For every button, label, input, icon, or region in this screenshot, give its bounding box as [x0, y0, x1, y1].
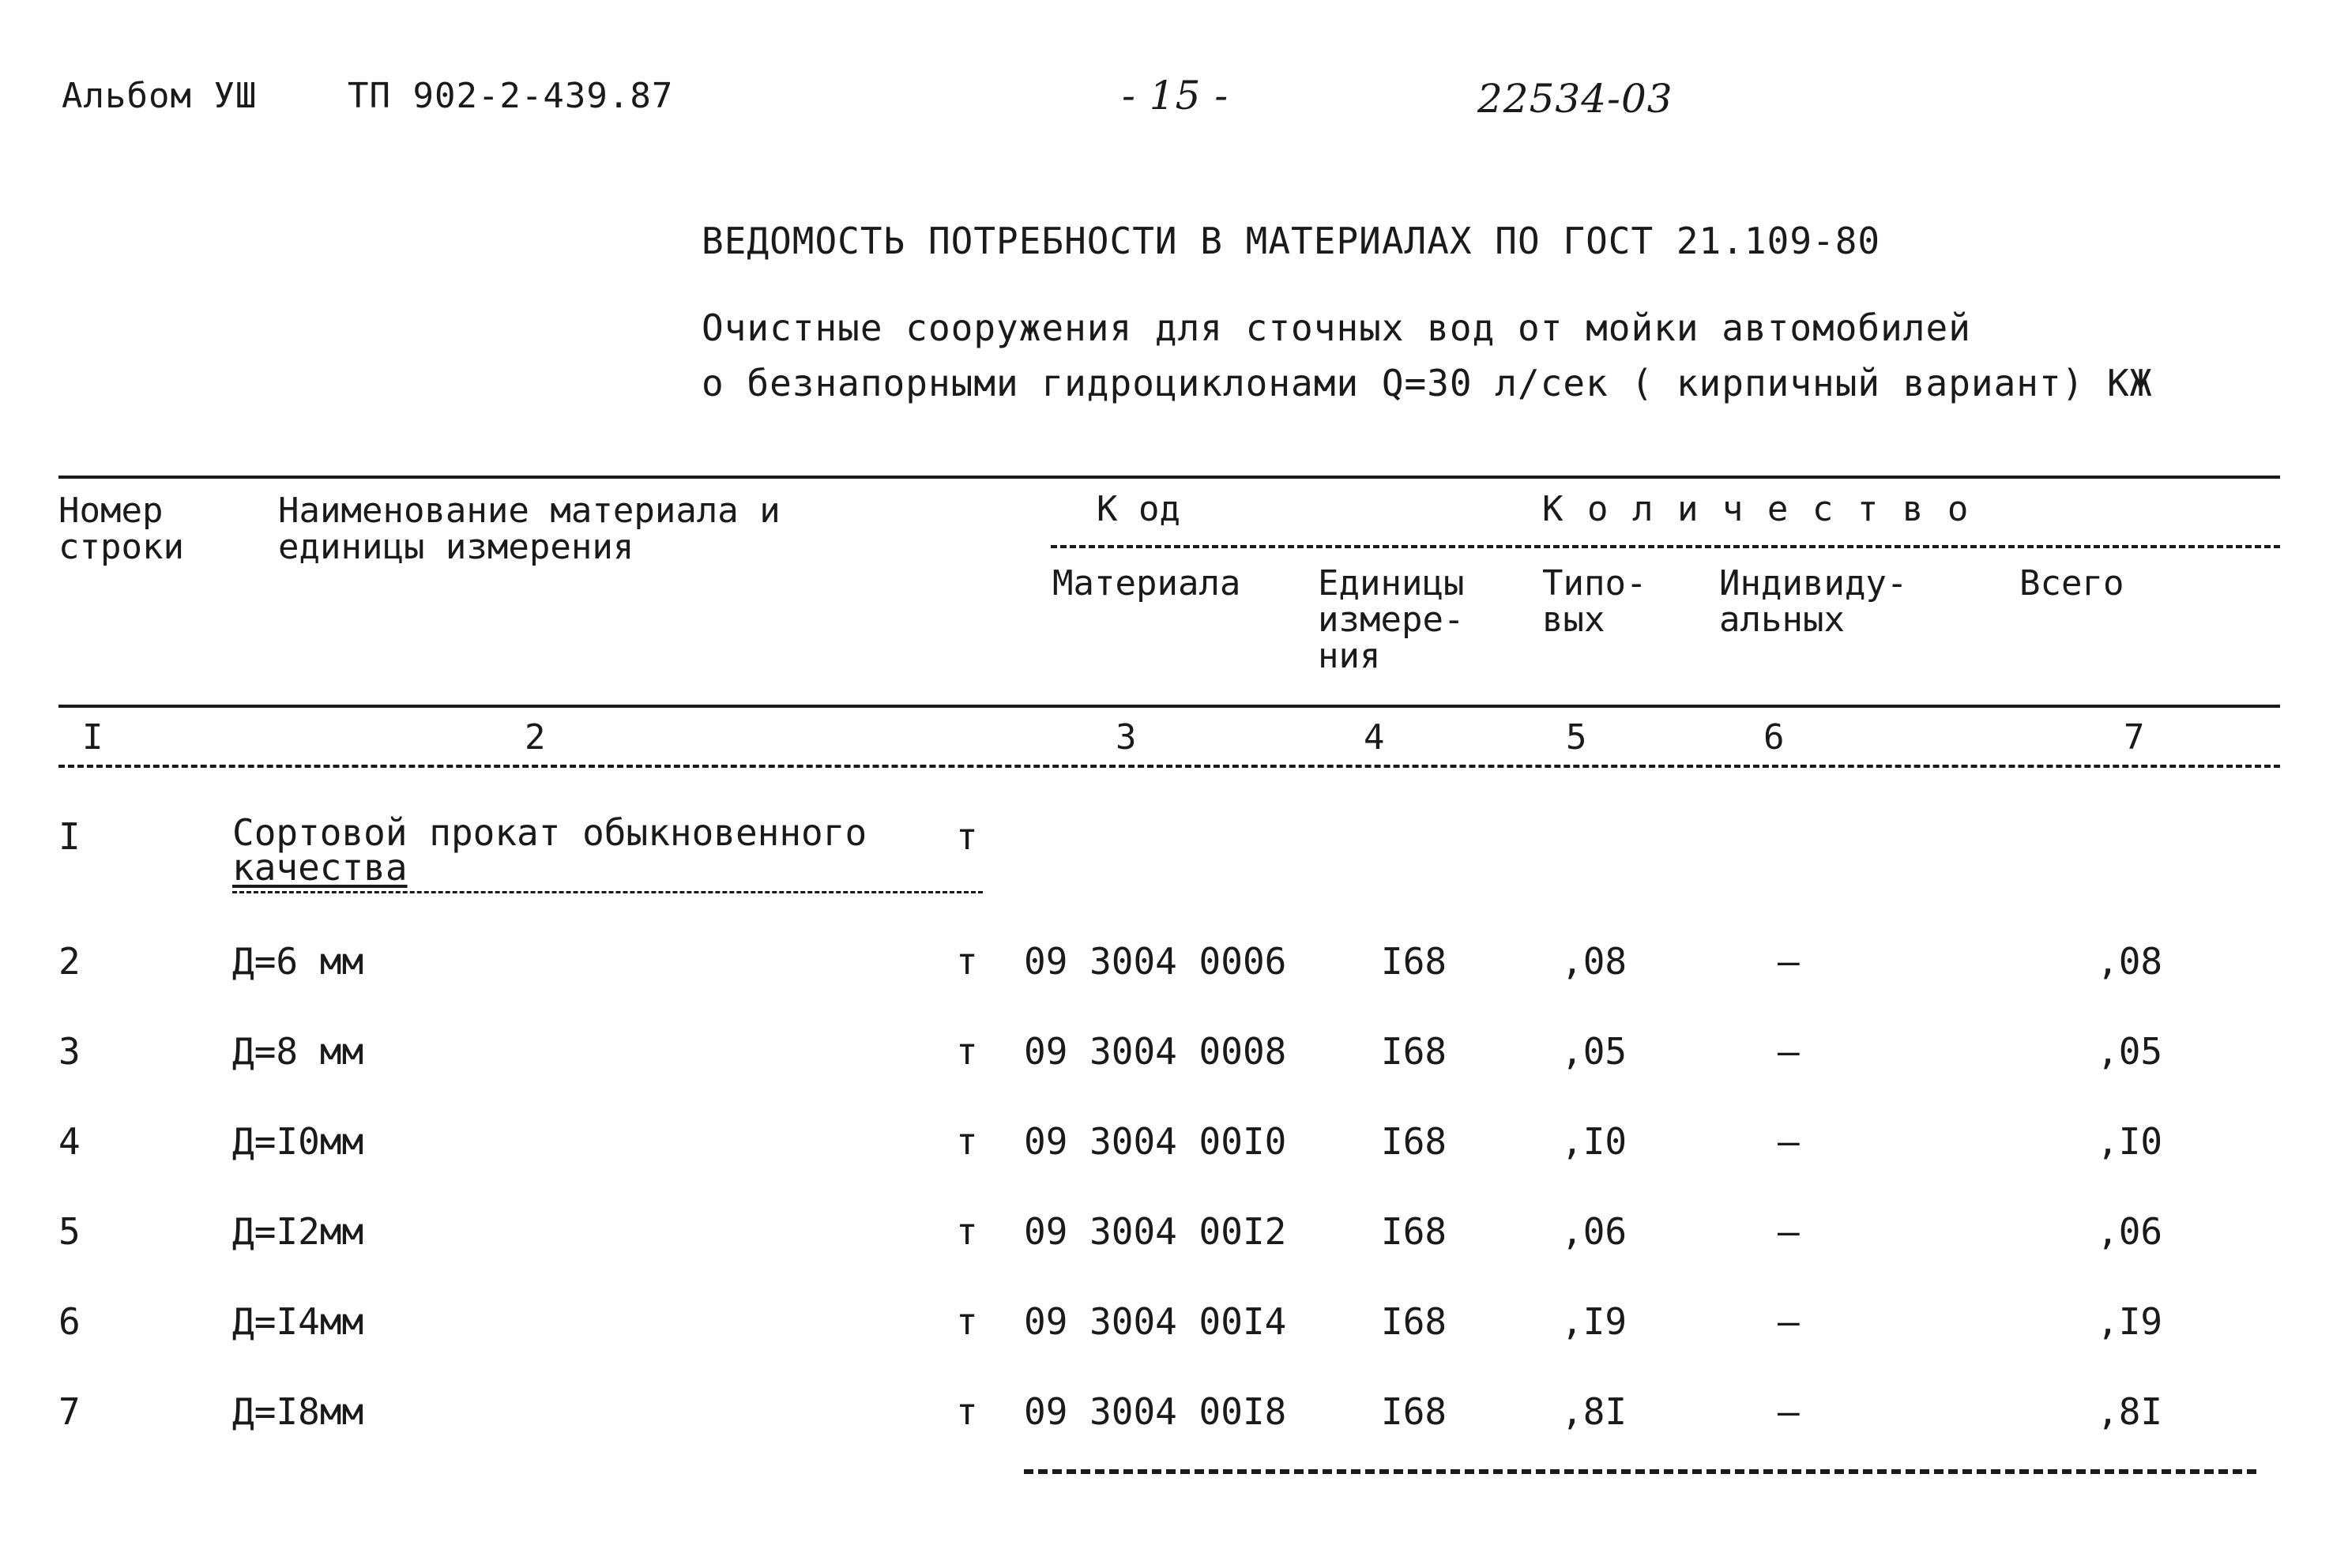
header-material-name-line-1: Наименование материала и — [278, 491, 781, 531]
header-typical-line-2: вых — [1542, 600, 1605, 640]
header-bottom-rule — [58, 705, 2280, 708]
header-row-number — [58, 493, 184, 566]
row-material-code: 09 3004 0008 — [1024, 1030, 1287, 1073]
row-material-code: 09 3004 00I8 — [1024, 1390, 1287, 1433]
subtitle-line-1: Очистные сооружения для сточных вод от мойки автомобилей — [702, 306, 1971, 349]
row-individual: – — [1778, 940, 1800, 983]
row-individual: – — [1778, 1300, 1800, 1343]
row-material-code: 09 3004 00I2 — [1024, 1210, 1287, 1253]
page-title: ВЕДОМОСТЬ ПОТРЕБНОСТИ В МАТЕРИАЛАХ ПО ГОСТ 21.109-80 — [702, 220, 1881, 262]
header-material-code: Материала — [1052, 563, 1241, 604]
row-unit: т — [956, 1120, 978, 1163]
header-unit-code-line-3: ния — [1318, 636, 1381, 676]
row-unit-code: I68 — [1381, 1120, 1447, 1163]
row-total: ,8I — [2097, 1390, 2163, 1433]
header-material-name — [278, 493, 781, 566]
column-number-2: 2 — [525, 717, 546, 758]
row-individual: – — [1778, 1390, 1800, 1433]
column-number-3: 3 — [1116, 717, 1137, 758]
row-name: Д=I2мм — [232, 1210, 364, 1253]
document-code: 22534-03 — [1477, 76, 1673, 122]
row-material-code: 09 3004 00I4 — [1024, 1300, 1287, 1343]
column-number-6: 6 — [1763, 717, 1785, 758]
row-typical: ,I9 — [1561, 1300, 1627, 1343]
row-name: Д=I0мм — [232, 1120, 364, 1163]
group-row-name-line-2: качества — [232, 846, 408, 889]
row-name: Д=8 мм — [232, 1030, 364, 1073]
group-row-underline — [232, 891, 983, 893]
row-unit-code: I68 — [1381, 1210, 1447, 1253]
row-number: 4 — [58, 1120, 81, 1163]
header-unit-code-line-1: Единицы — [1318, 563, 1465, 604]
row-total: ,08 — [2097, 940, 2163, 983]
row-unit: т — [956, 1210, 978, 1253]
header-quantity-group: К о л и ч е с т в о — [1542, 489, 1970, 529]
row-typical: ,8I — [1561, 1390, 1627, 1433]
row-total: ,I0 — [2097, 1120, 2163, 1163]
row-name: Д=I8мм — [232, 1390, 364, 1433]
row-number: 5 — [58, 1210, 81, 1253]
row-number: 3 — [58, 1030, 81, 1073]
row-typical: ,I0 — [1561, 1120, 1627, 1163]
group-row-unit: т — [956, 815, 978, 858]
row-total: ,06 — [2097, 1210, 2163, 1253]
row-unit-code: I68 — [1381, 940, 1447, 983]
row-total: ,I9 — [2097, 1300, 2163, 1343]
subtitle-line-2: о безнапорными гидроциклонами Q=30 л/сек ( кирпичный вариант) КЖ — [702, 362, 2153, 404]
row-individual: – — [1778, 1120, 1800, 1163]
column-number-5: 5 — [1566, 717, 1587, 758]
header-code-group: К од — [1097, 489, 1180, 529]
row-material-code: 09 3004 0006 — [1024, 940, 1287, 983]
row-unit: т — [956, 1390, 978, 1433]
header-individual — [1719, 563, 1908, 640]
header-unit-code — [1318, 563, 1465, 676]
row-unit-code: I68 — [1381, 1030, 1447, 1073]
row-typical: ,05 — [1561, 1030, 1627, 1073]
column-number-rule — [58, 765, 2280, 768]
group-row-name — [232, 811, 867, 889]
row-unit-code: I68 — [1381, 1300, 1447, 1343]
row-typical: ,08 — [1561, 940, 1627, 983]
group-row-name-line-1: Сортовой прокат обыкновенного — [232, 811, 867, 854]
header-unit-code-line-2: измере- — [1318, 600, 1465, 640]
header-row-number-line-2: строки — [58, 527, 184, 567]
header-typical — [1542, 563, 1647, 640]
table-bottom-rule — [1024, 1469, 2256, 1474]
header-row-number-line-1: Номер — [58, 491, 164, 531]
row-individual: – — [1778, 1210, 1800, 1253]
row-name: Д=I4мм — [232, 1300, 364, 1343]
header-total: Всего — [2019, 563, 2124, 604]
row-unit: т — [956, 1030, 978, 1073]
row-name: Д=6 мм — [232, 940, 364, 983]
row-number: 2 — [58, 940, 81, 983]
row-number: 6 — [58, 1300, 81, 1343]
header-individual-line-2: альных — [1719, 600, 1845, 640]
code-group-rule — [1051, 545, 2280, 548]
header-material-name-line-2: единицы измерения — [278, 527, 634, 567]
row-individual: – — [1778, 1030, 1800, 1073]
page-number: - 15 - — [1122, 73, 1229, 118]
group-row-number: I — [58, 815, 81, 858]
project-number: ТП 902-2-439.87 — [348, 76, 674, 116]
column-number-7: 7 — [2124, 717, 2145, 758]
album-label: Альбом УШ — [62, 76, 258, 116]
column-number-4: 4 — [1364, 717, 1385, 758]
row-unit: т — [956, 940, 978, 983]
row-unit-code: I68 — [1381, 1390, 1447, 1433]
row-material-code: 09 3004 00I0 — [1024, 1120, 1287, 1163]
header-individual-line-1: Индивиду- — [1719, 563, 1908, 604]
row-total: ,05 — [2097, 1030, 2163, 1073]
column-number-1: I — [82, 717, 103, 758]
row-number: 7 — [58, 1390, 81, 1433]
table-top-rule — [58, 476, 2280, 479]
row-unit: т — [956, 1300, 978, 1343]
row-typical: ,06 — [1561, 1210, 1627, 1253]
header-typical-line-1: Типо- — [1542, 563, 1647, 604]
